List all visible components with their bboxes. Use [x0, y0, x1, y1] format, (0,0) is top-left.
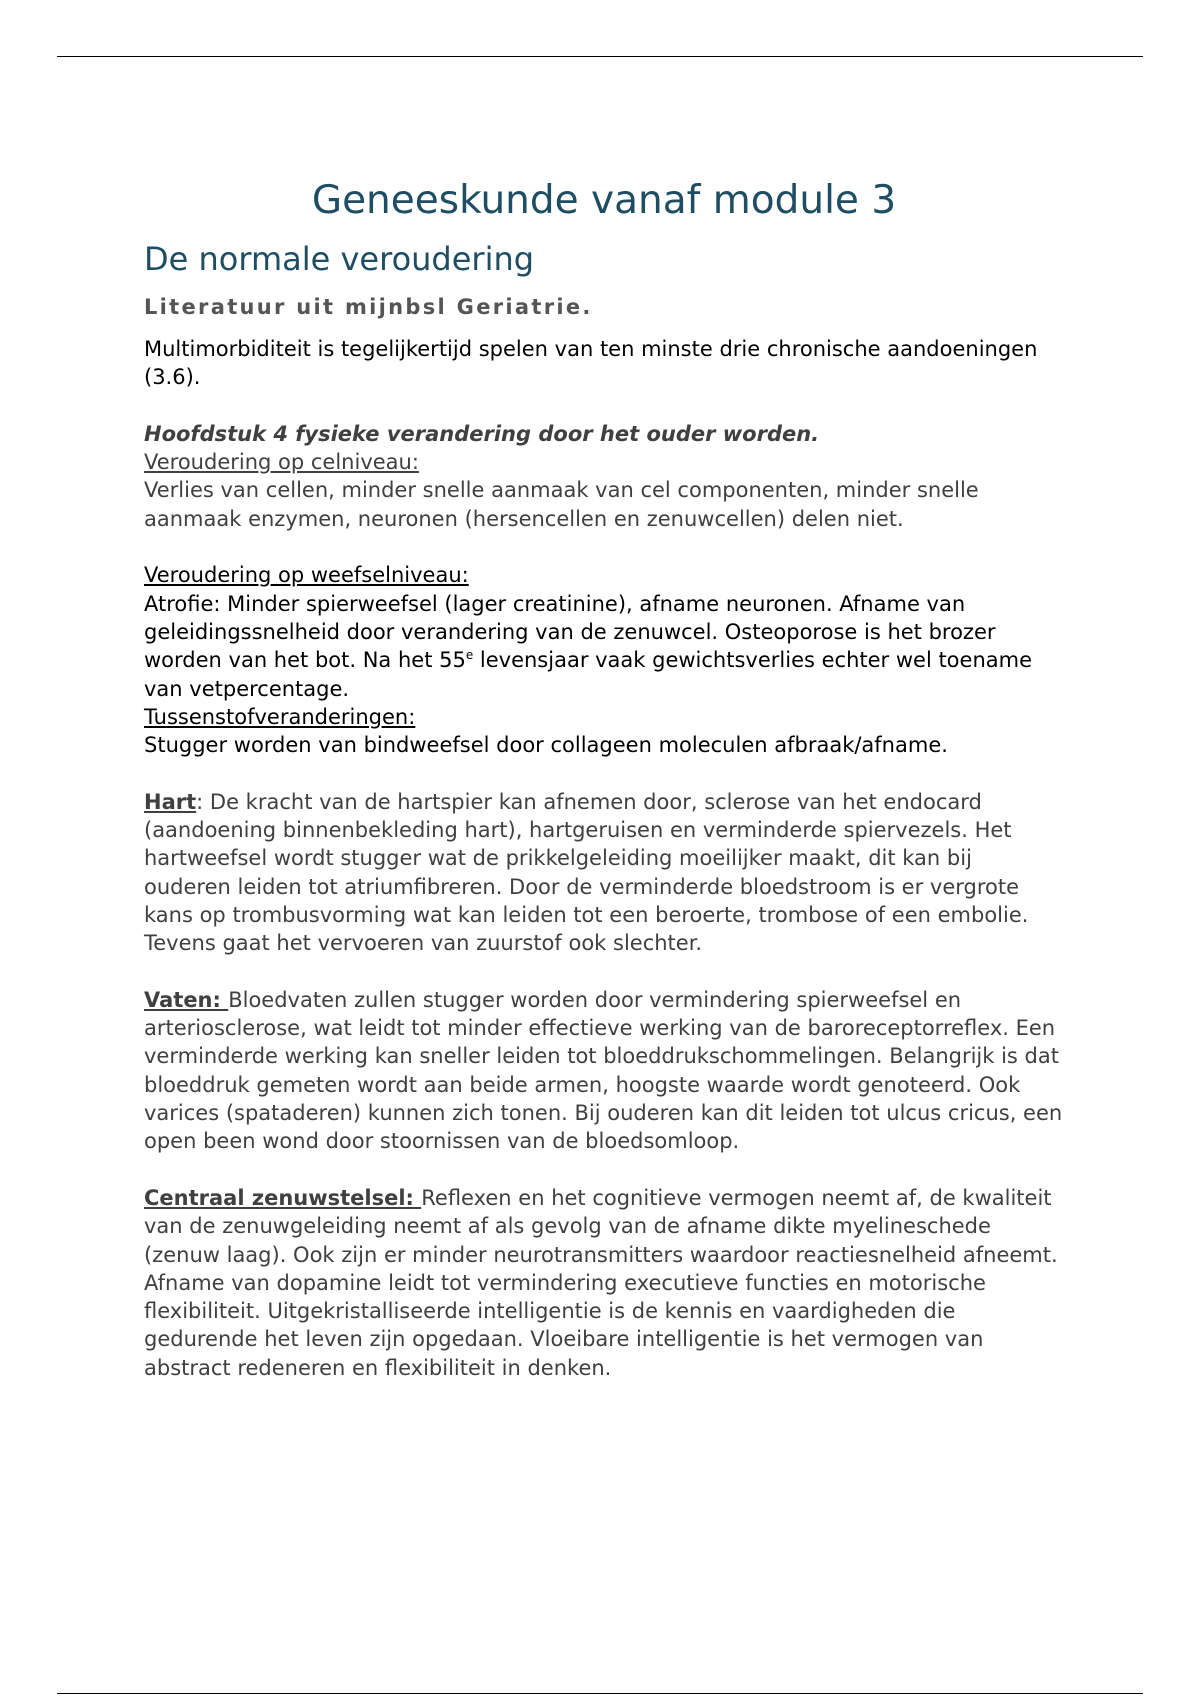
- section-heading: De normale veroudering: [144, 240, 535, 278]
- cell-level-text: Verlies van cellen, minder snelle aanmaak van cel componenten, minder snelle aanmaak enzymen, neuronen (hersencellen en zenuwcellen) delen niet.: [144, 478, 979, 531]
- tissue-level-text: Atrofie: Minder spierweefsel (lager creatinine), afname neuronen. Afname van geleidingssnelheid door verandering van de zenuwcel. Osteoporose is het brozer worden van het bot. Na het 55: [144, 591, 996, 673]
- chapter-heading: Hoofdstuk 4 fysieke verandering door het ouder worden.: [144, 421, 820, 446]
- intermediate-text: Stugger worden van bindweefsel door collageen moleculen afbraak/afname.: [144, 733, 948, 758]
- cns-section: [144, 1184, 1064, 1382]
- cns-label: Centraal zenuwstelsel:: [144, 1185, 422, 1210]
- vessels-text: Bloedvaten zullen stugger worden door vermindering spierweefsel en arteriosclerose, wat leidt tot minder effectieve werking van de baroreceptorreflex. Een verminderde werking kan sneller leiden tot bloeddrukschommelingen. Belangrijk is dat bloeddruk gemeten wordt aan beide armen, hoogste waarde wordt genoteerd. Ook varices (spataderen) kunnen zich tonen. Bij ouderen kan dit leiden tot ulcus cricus, een open been wond door stoornissen van de bloedsomloop.: [144, 987, 1063, 1154]
- heart-section: [144, 788, 1064, 958]
- tissue-level-text-end: levensjaar vaak gewichtsverlies echter wel toename van vetpercentage.: [144, 648, 1033, 701]
- cell-level-section: [144, 448, 1064, 533]
- vessels-section: [144, 986, 1064, 1156]
- intermediate-section: [144, 703, 1064, 760]
- subtle-heading: Literatuur uit mijnbsl Geriatrie.: [144, 295, 593, 319]
- tissue-level-label: Veroudering op weefselniveau:: [144, 563, 469, 588]
- document-body: [144, 175, 1064, 1382]
- footer-rule: [57, 1693, 1143, 1694]
- heart-label: Hart: [144, 789, 197, 814]
- document-title: Geneeskunde vanaf module 3: [311, 178, 897, 223]
- cell-level-label: Veroudering op celniveau:: [144, 450, 419, 475]
- intro-paragraph: Multimorbiditeit is tegelijkertijd spelen van ten minste drie chronische aandoeningen (3.6).: [144, 337, 1038, 390]
- vessels-label: Vaten:: [144, 987, 229, 1012]
- superscript-e: e: [465, 648, 474, 663]
- cns-text: Reflexen en het cognitieve vermogen neemt af, de kwaliteit van de zenuwgeleiding neemt af als gevolg van de afname dikte myelineschede (zenuw laag). Ook zijn er minder neurotransmitters waardoor reactiesnelheid afneemt. Afname van dopamine leidt tot vermindering executieve functies en motorische flexibiliteit. Uitgekristalliseerde intelligentie is de kennis en vaardigheden die gedurende het leven zijn opgedaan. Vloeibare intelligentie is het vermogen van abstract redeneren en flexibiliteit in denken.: [144, 1185, 1058, 1380]
- intermediate-label: Tussenstofveranderingen:: [144, 704, 416, 729]
- header-rule: [57, 56, 1143, 57]
- heart-text: : De kracht van de hartspier kan afnemen door, sclerose van het endocard (aandoening binnenbekleding hart), hartgeruisen en verminderde spiervezels. Het hartweefsel wordt stugger wat de prikkelgeleiding moeilijker maakt, dit kan bij ouderen leiden tot atriumfibreren. Door de verminderde bloedstroom is er vergrote kans op trombusvorming wat kan leiden tot een beroerte, trombose of een embolie. Tevens gaat het vervoeren van zuurstof ook slechter.: [144, 789, 1029, 956]
- tissue-level-section: [144, 561, 1064, 702]
